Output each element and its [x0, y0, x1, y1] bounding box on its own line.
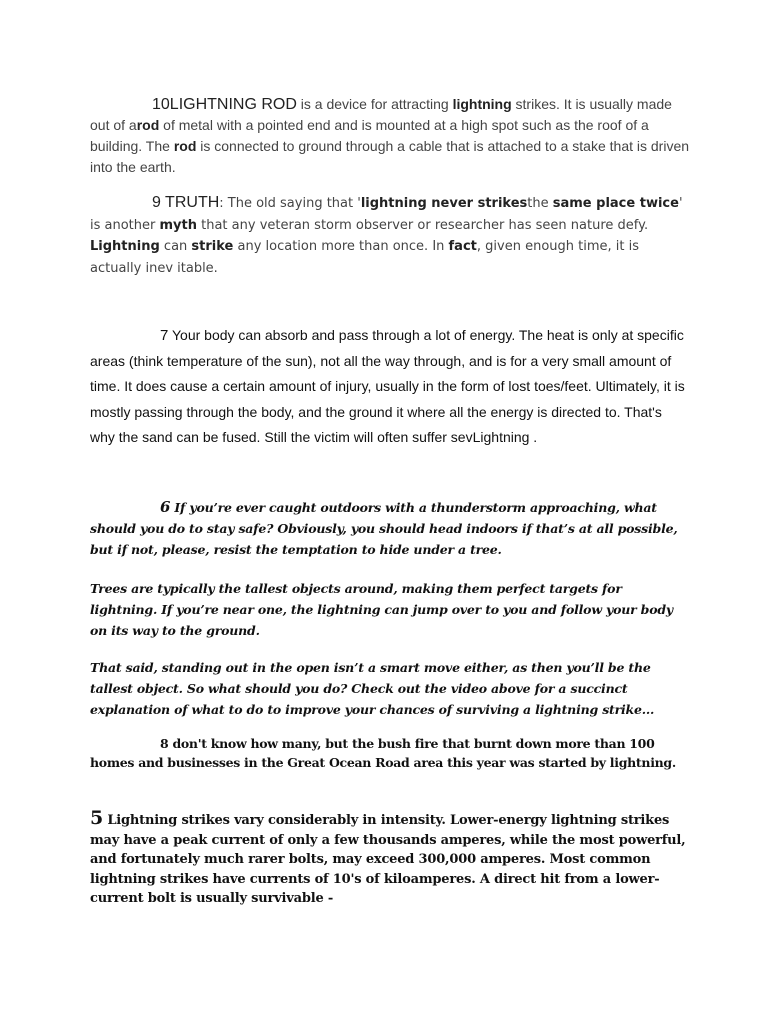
- section-5-heading: 5: [90, 807, 104, 829]
- section-8-bush-fire: 8 don't know how many, but the bush fire that burnt down more than 100 homes and businesses in the Great Ocean Road area this year was started by lightning.: [90, 736, 676, 770]
- section-9-heading: 9 TRUTH: [152, 194, 220, 211]
- section-6-paragraph-3: That said, standing out in the open isn’t a smart move either, as then you’ll be the tallest object. So what should you do? Check out the video above for a succinct explanation of what to do to improve your chances of surviving a lightning strike...: [90, 660, 655, 717]
- section-6-paragraph-2: Trees are typically the tallest objects around, making them perfect targets for lightning. If you’re near one, the lightning can jump over to you and follow your body on its way to the ground.: [90, 581, 673, 638]
- section-5-intensity: 5 Lightning strikes vary considerably in intensity. Lower-energy lightning strikes may have a peak current of only a few thousands amperes, while the most powerful, and fortunately much rarer bolts, may exceed 300,000 amperes. Most common lightning strikes have currents of 10's of kiloamperes. A direct hit from a lower-current bolt is usually survivable -: [90, 807, 686, 906]
- section-6-heading: 6: [160, 498, 171, 516]
- section-10-lightning-rod: 10LIGHTNING ROD is a device for attracting lightning strikes. It is usually made out of arod of metal with a pointed end and is mounted at a high spot such as the roof of a building. The rod is connected to ground through a cable that is attached to a stake that is driven into the earth.: [90, 96, 690, 175]
- section-6-paragraph-1: 6 If you’re ever caught outdoors with a thunderstorm approaching, what should you do to stay safe? Obviously, you should head indoors if that’s at all possible, but if not, please, resist the temptation to hide under a tree.: [90, 498, 678, 557]
- section-9-truth: 9 TRUTH: The old saying that 'lightning never strikesthe same place twice' is another myth that any veteran storm observer or researcher has seen nature defy. Lightning can strike any location more than once. In fact, given enough time, it is actually inev itable.: [90, 194, 683, 276]
- section-7-heading: 7: [160, 327, 169, 344]
- section-10-heading: 10LIGHTNING ROD: [152, 96, 297, 113]
- section-7-body-energy: 7 Your body can absorb and pass through a lot of energy. The heat is only at specific areas (think temperature of the sun), not all the way through, and is for a very small amount of time. It does cause a certain amount of injury, usually in the form of lost toes/feet. Ultimately, it is mostly passing through the body, and the ground it where all the energy is directed to. That's why the sand can be fused. Still the victim will often suffer sevLightning .: [90, 327, 685, 445]
